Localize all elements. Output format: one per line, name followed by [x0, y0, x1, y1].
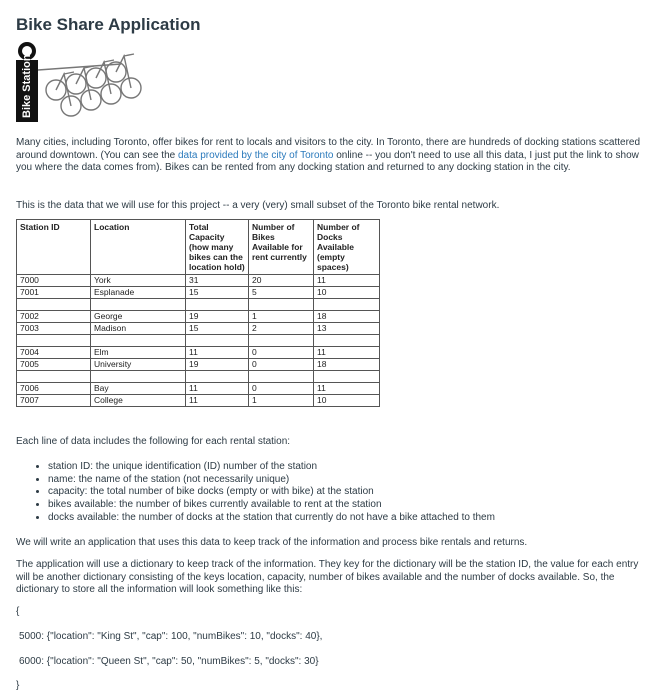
bike-station-logo — [16, 42, 156, 122]
table-cell — [249, 299, 314, 311]
table-cell: 11 — [314, 383, 380, 395]
table-row — [17, 359, 380, 371]
table-cell: 15 — [186, 287, 249, 299]
table-cell: York — [91, 275, 186, 287]
table-cell: 7006 — [17, 383, 91, 395]
table-cell: 20 — [249, 275, 314, 287]
logo-label: Bike Station — [21, 54, 33, 118]
list-item: • docks available: the number of docks at the station that currently do not have a bike attached to them — [48, 512, 495, 525]
list-item: • station ID: the unique identification (ID) number of the station — [48, 461, 495, 474]
table-row — [17, 335, 380, 347]
table-cell — [314, 371, 380, 383]
list-item: • bikes available: the number of bikes currently available to rent at the station — [48, 499, 495, 512]
table-cell: 5 — [249, 287, 314, 299]
table-row — [17, 311, 380, 323]
each-line-paragraph: Each line of data includes the following for each rental station: — [16, 436, 291, 447]
table-row — [17, 323, 380, 335]
table-cell: 2 — [249, 323, 314, 335]
table-row — [17, 287, 380, 299]
table-cell: 0 — [249, 359, 314, 371]
intro-text-1: Many cities, including Toronto, offer bikes for rent to locals and visitors to the city. In Toronto, there are hundreds of docking stations scattered around downtown. (You can see the — [16, 137, 641, 161]
list-item: • capacity: the total number of bike docks (empty or with bike) at the station — [48, 486, 495, 499]
table-row — [17, 371, 380, 383]
dictionary-paragraph: The application will use a dictionary to keep track of the information. They key for the dictionary will be the station ID, the value for each entry will be another dictionary consisting of the keys location, capacity, number of bikes available and the number of docks available. So, the dictionary to store all the information will look something like this: — [16, 559, 639, 595]
table-cell: 7007 — [17, 395, 91, 407]
table-header: Number of Bikes Available for rent currently — [249, 220, 314, 275]
application-paragraph: We will write an application that uses this data to keep track of the information and process bike rentals and returns. — [16, 537, 528, 548]
table-cell: 7005 — [17, 359, 91, 371]
table-row — [17, 395, 380, 407]
table-cell — [249, 335, 314, 347]
table-cell: 18 — [314, 311, 380, 323]
table-cell — [186, 335, 249, 347]
table-cell: 31 — [186, 275, 249, 287]
table-cell: 10 — [314, 287, 380, 299]
toronto-data-link[interactable]: data provided by the city of Toronto — [177, 149, 334, 161]
table-cell — [186, 299, 249, 311]
table-cell: George — [91, 311, 186, 323]
intro-text-2: online -- you don't need to use all this data, I just put the link to show you where the data comes from). Bikes can be rented from any docking station and returned to any docking station in the city. — [16, 149, 639, 173]
list-item: • name: the name of the station (not necessarily unique) — [48, 474, 495, 487]
table-cell: Esplanade — [91, 287, 186, 299]
table-cell — [186, 371, 249, 383]
table-cell: 11 — [314, 347, 380, 359]
table-row — [17, 275, 380, 287]
table-cell — [314, 335, 380, 347]
field-list — [16, 461, 495, 525]
table-cell: College — [91, 395, 186, 407]
table-row — [17, 383, 380, 395]
code-open-brace: { — [16, 606, 20, 617]
table-cell: Elm — [91, 347, 186, 359]
table-cell: 7001 — [17, 287, 91, 299]
table-cell — [17, 335, 91, 347]
code-line: 6000: {"location": "Queen St", "cap": 50, "numBikes": 5, "docks": 30} — [19, 656, 319, 667]
subset-paragraph: This is the data that we will use for this project -- a very (very) small subset of the Toronto bike rental network. — [16, 200, 500, 211]
table-cell — [17, 299, 91, 311]
table-cell: 0 — [249, 383, 314, 395]
table-cell: 10 — [314, 395, 380, 407]
table-cell — [91, 335, 186, 347]
table-header: Location — [91, 220, 186, 275]
code-close-brace: } — [16, 680, 20, 691]
table-cell: 11 — [186, 347, 249, 359]
table-cell: University — [91, 359, 186, 371]
table-cell: Madison — [91, 323, 186, 335]
table-cell: 7000 — [17, 275, 91, 287]
table-cell: 7002 — [17, 311, 91, 323]
table-cell — [17, 371, 91, 383]
table-header: Station ID — [17, 220, 91, 275]
stations-table — [16, 219, 380, 407]
table-cell: 13 — [314, 323, 380, 335]
table-cell: 11 — [314, 275, 380, 287]
table-cell — [314, 299, 380, 311]
table-cell: 1 — [249, 311, 314, 323]
table-row — [17, 347, 380, 359]
table-cell: 18 — [314, 359, 380, 371]
code-line: 5000: {"location": "King St", "cap": 100, "numBikes": 10, "docks": 40}, — [19, 631, 323, 642]
table-cell: 11 — [186, 383, 249, 395]
intro-paragraph — [16, 137, 650, 175]
table-cell: 0 — [249, 347, 314, 359]
table-cell: 7004 — [17, 347, 91, 359]
table-cell: 15 — [186, 323, 249, 335]
page-title: Bike Share Application — [16, 15, 201, 34]
table-cell — [91, 299, 186, 311]
table-cell — [249, 371, 314, 383]
table-header: Number of Docks Available (empty spaces) — [314, 220, 380, 275]
table-cell: 19 — [186, 359, 249, 371]
table-cell: 1 — [249, 395, 314, 407]
table-row — [17, 299, 380, 311]
table-cell: 7003 — [17, 323, 91, 335]
table-cell: 11 — [186, 395, 249, 407]
table-header: Total Capacity (how many bikes can the location hold) — [186, 220, 249, 275]
table-cell: 19 — [186, 311, 249, 323]
table-cell: Bay — [91, 383, 186, 395]
table-cell — [91, 371, 186, 383]
